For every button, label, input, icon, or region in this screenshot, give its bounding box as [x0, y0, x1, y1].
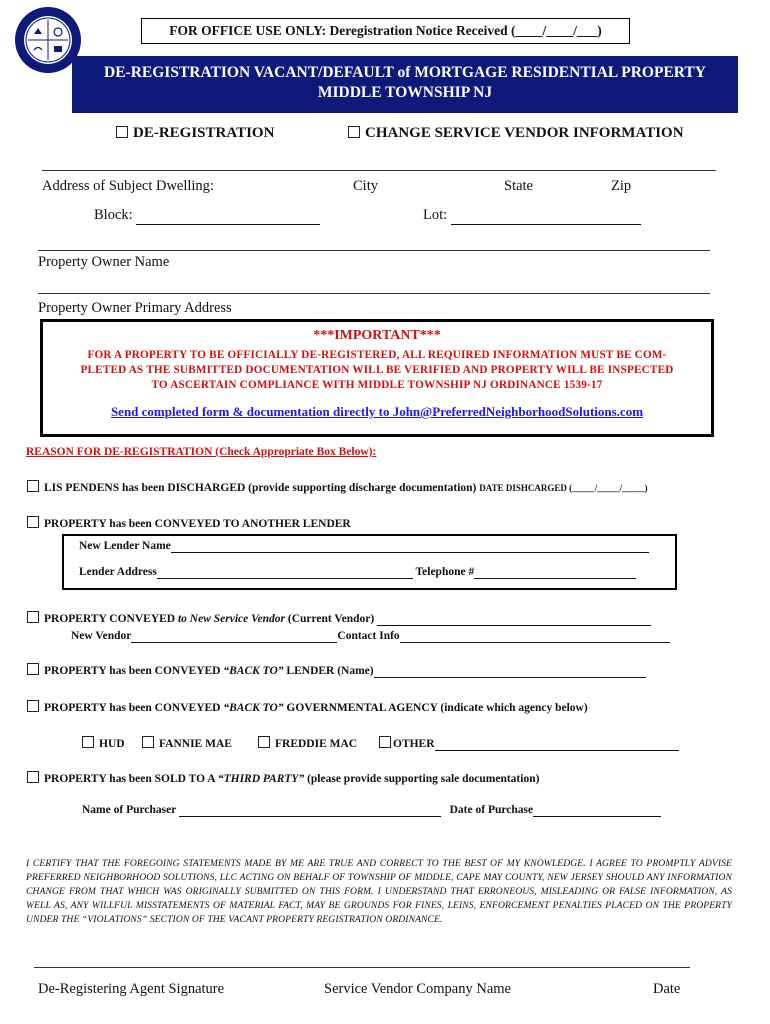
agency-other[interactable]: OTHER	[379, 736, 679, 751]
checkbox[interactable]	[348, 126, 360, 138]
owner-address-line[interactable]	[38, 293, 710, 294]
agent-signature-label: De-Registering Agent Signature	[38, 981, 225, 997]
vendor-company-label: Service Vendor Company Name	[324, 981, 511, 997]
lot-label: Lot:	[423, 207, 448, 223]
block-input[interactable]	[136, 207, 320, 225]
checkbox[interactable]	[116, 126, 128, 138]
telephone-label: Telephone #	[415, 566, 475, 578]
option-deregistration[interactable]: DE-REGISTRATION	[116, 125, 274, 142]
lot-input[interactable]	[451, 207, 641, 225]
important-notice	[40, 319, 714, 437]
owner-address-label: Property Owner Primary Address	[38, 300, 232, 316]
reason-lis-pendens[interactable]: LIS PENDENS has been DISCHARGED (provide supporting discharge documentation) DATE DISHCARGED (_____/_____/_____)	[27, 480, 648, 494]
option-change-vendor[interactable]: CHANGE SERVICE VENDOR INFORMATION	[348, 125, 684, 142]
checkbox[interactable]	[27, 611, 39, 623]
zip-label: Zip	[611, 178, 632, 194]
checkbox[interactable]	[27, 663, 39, 675]
checkbox[interactable]	[27, 480, 39, 492]
state-label: State	[504, 178, 533, 194]
important-message: FOR A PROPERTY TO BE OFFICIALLY DE-REGISTERED, ALL REQUIRED INFORMATION MUST BE COM- PLETED AS THE SUBMITTED DOCUMENTATION WILL BE VERIFIED AND PROPERTY WILL BE INSPECTED TO ASCERTAIN COMPLIANCE WITH MIDDLE TOWNSHIP NJ ORDINANCE 1539-17	[80, 349, 674, 391]
agency-freddie-mac[interactable]: FREDDIE MAC	[258, 736, 357, 750]
agency-hud[interactable]: HUD	[82, 736, 125, 750]
agency-fannie-mae[interactable]: FANNIE MAE	[142, 736, 232, 750]
reason-back-to-lender[interactable]: PROPERTY has been CONVEYED “BACK TO” LENDER (Name)	[27, 663, 646, 678]
owner-name-label: Property Owner Name	[38, 254, 170, 270]
send-email-link[interactable]: Send completed form & documentation directly to John@PreferredNeighborhoodSolutions.com	[110, 404, 644, 419]
date-label: Date	[653, 981, 681, 997]
certification-statement: I CERTIFY THAT THE FOREGOING STATEMENTS MADE BY ME ARE TRUE AND CORRECT TO THE BEST OF MY KNOWLEDGE. I AGREE TO PROMPTLY ADVISE PREFERRED NEIGHBORHOOD SOLUTIONS, LLC ACTING ON BEHALF OF TOWNSHIP OF MIDDLE, CAPE MAY COUNTY, NEW JERSEY SHOULD ANY INFORMATION CHANGE FROM THAT WHICH WAS ORIGINALLY SUBMITTED ON THIS FORM. I UNDERSTAND THAT ERRONEOUS, MISLEADING OR FALSE INFORMATION, AS WELL AS, ANY WILLFUL MISSTATEMENTS OF MATERIAL FACT, MAY BE GROUNDS FOR FINES, LEINS, ENFORCEMENT PENALTIES PLACED ON THE PROPERTY UNDER THE “VIOLATIONS” SECTION OF THE VACANT PROPERTY REGISTRATION ORDINANCE.	[26, 858, 732, 925]
city-label: City	[353, 178, 378, 194]
date-discharged[interactable]: DATE DISHCARGED (_____/_____/_____)	[479, 483, 648, 493]
lender-box	[62, 534, 677, 590]
checkbox[interactable]	[27, 771, 39, 783]
reason-back-to-government[interactable]: PROPERTY has been CONVEYED “BACK TO” GOVERNMENTAL AGENCY (indicate which agency below)	[27, 700, 588, 714]
lot-field[interactable]	[423, 207, 641, 225]
checkbox[interactable]	[27, 516, 39, 528]
office-use-box: FOR OFFICE USE ONLY: Deregistration Notice Received (____/____/___)	[141, 18, 630, 44]
new-lender-field[interactable]: New Lender Name	[79, 540, 649, 553]
block-field[interactable]	[94, 207, 320, 225]
form-subtitle: MIDDLE TOWNSHIP NJ	[317, 84, 493, 101]
reason-conveyed-lender[interactable]: PROPERTY has been CONVEYED TO ANOTHER LENDER	[27, 516, 351, 530]
important-title: ***IMPORTANT***	[313, 328, 441, 343]
contact-info-label: Contact Info	[337, 630, 400, 642]
checkbox[interactable]	[27, 700, 39, 712]
date-of-purchase-label: Date of Purchase	[449, 804, 534, 816]
purchaser-field[interactable]: Name of Purchaser Date of Purchase	[82, 804, 661, 817]
owner-name-line[interactable]	[38, 250, 710, 251]
address-line[interactable]	[42, 170, 716, 171]
reason-sold-third-party[interactable]: PROPERTY has been SOLD TO A “THIRD PARTY” (please provide supporting sale documentation)	[27, 771, 539, 785]
reason-conveyed-vendor[interactable]: PROPERTY CONVEYED to New Service Vendor (Current Vendor)	[27, 611, 651, 626]
form-title-banner	[72, 56, 738, 113]
subject-address-label: Address of Subject Dwelling:	[42, 178, 214, 194]
new-vendor-field[interactable]: New Vendor Contact Info	[71, 630, 670, 643]
block-label: Block:	[94, 207, 133, 223]
lender-address-field[interactable]: Lender Address Telephone #	[79, 566, 636, 579]
signature-line[interactable]	[34, 967, 690, 968]
reason-heading: REASON FOR DE-REGISTRATION (Check Appropriate Box Below):	[26, 446, 377, 458]
form-title: DE-REGISTRATION VACANT/DEFAULT of MORTGAGE RESIDENTIAL PROPERTY	[104, 64, 706, 81]
